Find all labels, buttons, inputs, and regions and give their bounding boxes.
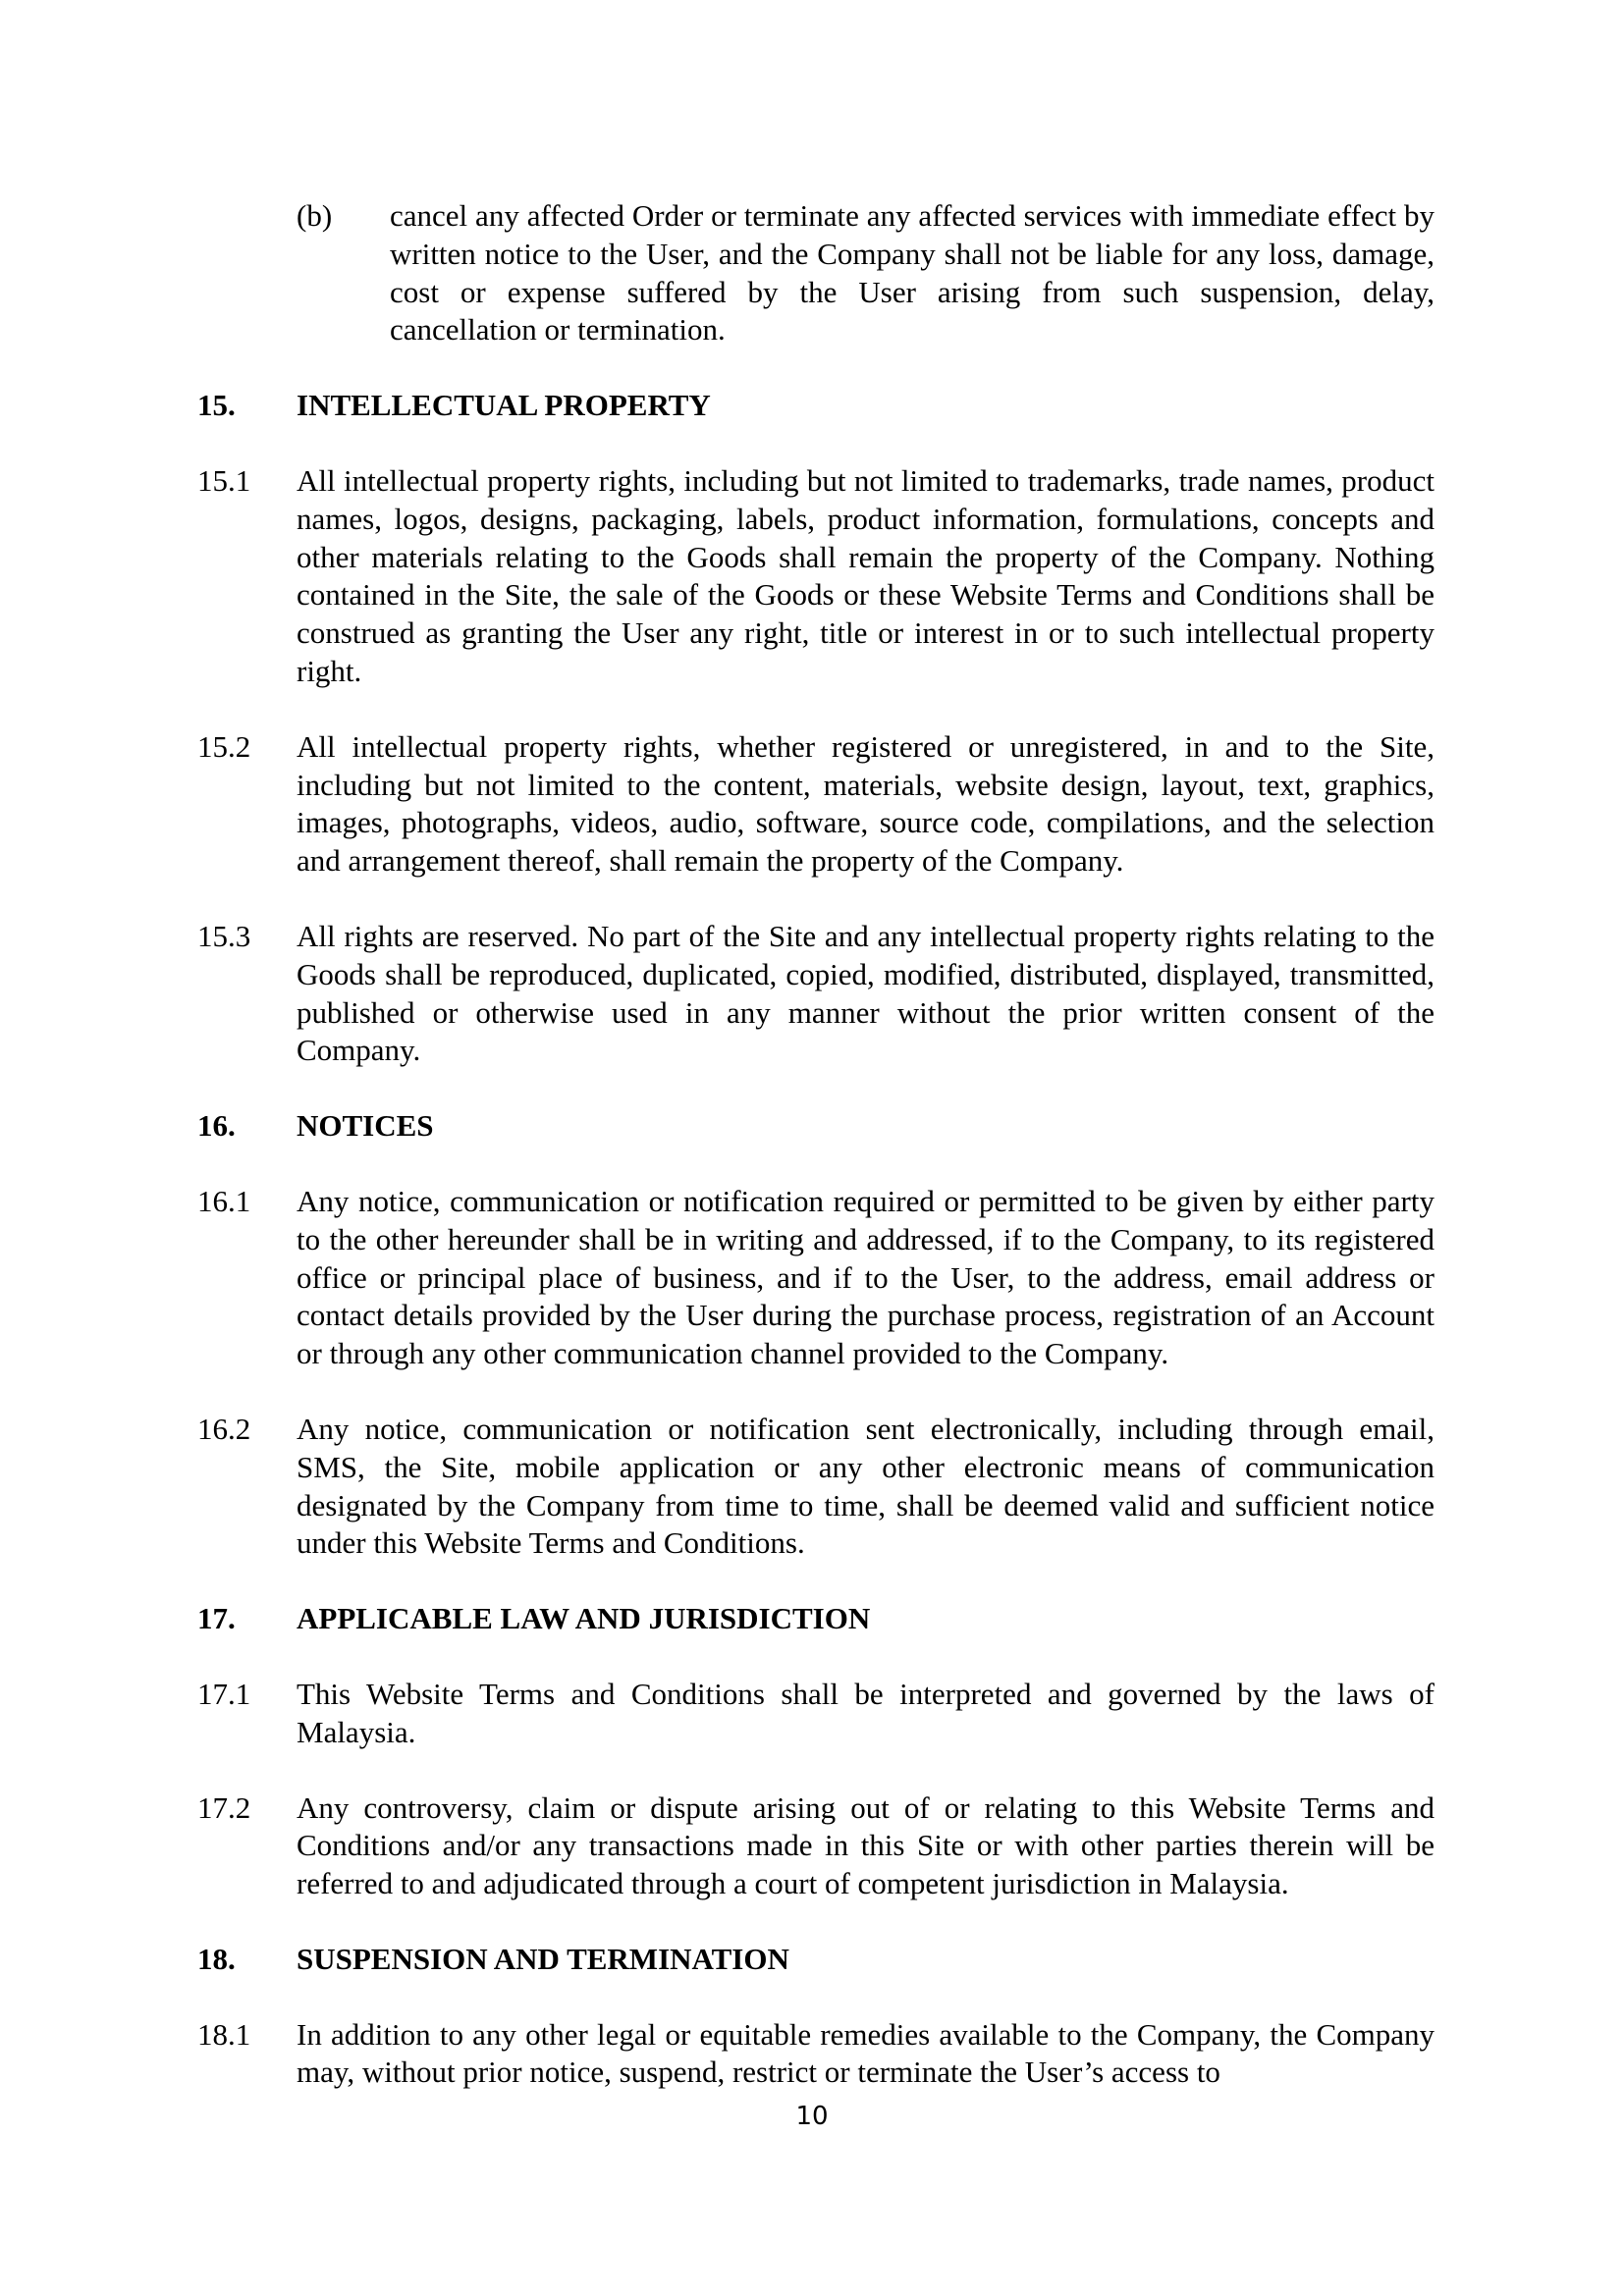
clause-number: 16.2 (197, 1411, 251, 1446)
section-number: 16. (197, 1108, 236, 1144)
sub-clause-text: cancel any affected Order or terminate any affected services with immediate effect by written notice to the User, and the Company shall not be liable for any loss, damage, cost or expense suffered by the User arising from such suspension, delay, cancellation or termination. (390, 198, 1435, 347)
page-number: 10 (795, 2102, 829, 2131)
clause-number: 18.1 (197, 2016, 251, 2052)
clause-17-2 (197, 1789, 1435, 1903)
clause-18-1 (197, 2016, 1435, 2093)
clause-15-2 (197, 728, 1435, 881)
section-heading-16 (197, 1107, 1435, 1146)
document-body (197, 197, 1435, 2092)
section-number: 15. (197, 388, 236, 423)
clause-number: 15.2 (197, 728, 251, 764)
clause-number: 15.3 (197, 918, 251, 953)
clause-text: All rights are reserved. No part of the Site and any intellectual property rights relating to the Goods shall be reproduced, duplicated, copied, modified, distributed, displayed, transmitted, published or otherwise used in any manner without the prior written consent of the Company. (297, 918, 1435, 1068)
clause-text: Any controversy, claim or dispute arising out of or relating to this Website Terms and Conditions and/or any transactions made in this Site or with other parties therein will be referred to and adjudicated through a court of competent jurisdiction in Malaysia. (297, 1789, 1435, 1901)
clause-text: Any notice, communication or notification sent electronically, including through email, SMS, the Site, mobile application or any other electronic means of communication designated by the Company from time to time, shall be deemed valid and sufficient notice under this Website Terms and Conditions. (297, 1411, 1435, 1561)
section-number: 17. (197, 1601, 236, 1636)
clause-16-2 (197, 1411, 1435, 1563)
clause-15-1 (197, 462, 1435, 691)
clause-text: This Website Terms and Conditions shall be interpreted and governed by the laws of Malaysia. (297, 1676, 1435, 1749)
clause-number: 17.2 (197, 1789, 251, 1825)
clause-text: All intellectual property rights, whether registered or unregistered, in and to the Site, including but not limited to the content, materials, website design, layout, text, graphics, images, photographs, videos, audio, software, source code, compilations, and the selection and arrangement thereof, shall remain the property of the Company. (297, 728, 1435, 879)
clause-text: All intellectual property rights, including but not limited to trademarks, trade names, product names, logos, designs, packaging, labels, product information, formulations, concepts and other materials relating to the Goods shall remain the property of the Company. Nothing contained in the Site, the sale of the Goods or these Website Terms and Conditions shall be construed as granting the User any right, title or interest in or to such intellectual property right. (297, 462, 1435, 688)
sub-clause-b (197, 197, 1435, 349)
clause-15-3 (197, 918, 1435, 1070)
clause-number: 16.1 (197, 1183, 251, 1218)
clause-text: In addition to any other legal or equitable remedies available to the Company, the Company may, without prior notice, suspend, restrict or terminate the User’s access to (297, 2016, 1435, 2090)
section-heading-17 (197, 1600, 1435, 1638)
sub-clause-label: (b) (297, 198, 333, 233)
section-title: APPLICABLE LAW AND JURISDICTION (297, 1601, 871, 1636)
section-heading-18 (197, 1941, 1435, 1979)
section-heading-15 (197, 387, 1435, 425)
clause-16-1 (197, 1183, 1435, 1373)
section-title: SUSPENSION AND TERMINATION (297, 1941, 789, 1976)
section-title: INTELLECTUAL PROPERTY (297, 388, 711, 423)
clause-number: 17.1 (197, 1676, 251, 1711)
clause-text: Any notice, communication or notification required or permitted to be given by either party to the other hereunder shall be in writing and addressed, if to the Company, to its registered office or principal place of business, and if to the User, to the address, email address or contact details provided by the User during the purchase process, registration of an Account or through any other communication channel provided to the Company. (297, 1183, 1435, 1371)
section-title: NOTICES (297, 1108, 434, 1144)
clause-number: 15.1 (197, 462, 251, 498)
clause-17-1 (197, 1676, 1435, 1752)
section-number: 18. (197, 1941, 236, 1976)
